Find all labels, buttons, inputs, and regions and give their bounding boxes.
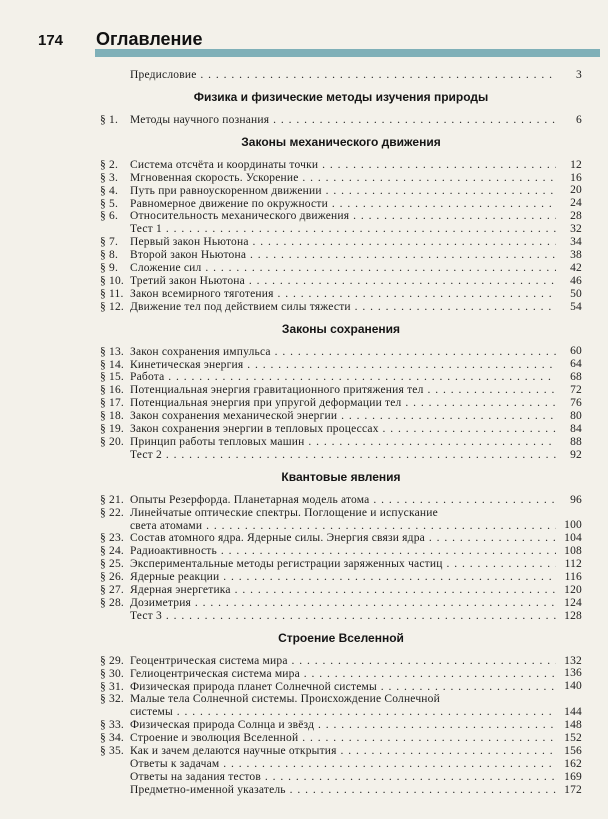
section-number: § 23. [100,532,124,545]
section-number: § 7. [100,236,119,249]
toc-entry[interactable] [100,275,584,288]
entry-title [130,584,556,597]
entry-title [130,681,556,694]
page-reference: 136 [556,667,582,680]
entry-title [130,436,556,449]
page-reference: 120 [556,584,582,597]
entry-title-line: Закон всемирного тяготения . . . [130,288,556,301]
page-reference: 12 [556,159,582,172]
entry-title-line: Работа . . . [130,371,556,384]
page-reference: 72 [556,384,582,397]
toc-entry[interactable] [100,449,584,462]
toc-entry[interactable] [100,410,584,423]
entry-title-line: Сложение сил . . . [130,262,556,275]
entry-title [130,249,556,262]
page-reference: 28 [556,210,582,223]
page-reference: 124 [556,597,582,610]
page-reference: 92 [556,449,582,462]
page-reference: 132 [556,655,582,668]
entry-title [130,346,556,359]
section-number: § 11. [100,287,124,300]
entry-title-line: Третий закон Ньютона . . . [130,275,556,288]
entry-title-line: Физическая природа Солнца и звёзд . . . [130,719,556,732]
entry-title [130,758,556,771]
page-reference: 24 [556,197,582,210]
toc-entry[interactable] [100,693,584,719]
entry-title-line: Экспериментальные методы регистрации заряженных частиц . . . [130,558,556,571]
section-number: § 18. [100,410,124,423]
entry-title [130,397,556,410]
toc-entry[interactable] [100,288,584,301]
page-reference: 148 [556,719,582,732]
entry-title-line: Гелиоцентрическая система мира . . . [130,668,556,681]
toc-entry[interactable] [100,198,584,211]
toc-entry[interactable] [100,249,584,262]
page-reference: 156 [556,745,582,758]
section-number: § 27. [100,584,124,596]
entry-title [130,449,556,462]
toc-entry[interactable] [100,359,584,372]
toc-entry[interactable] [100,423,584,436]
page-reference: 50 [556,288,582,301]
page-reference: 76 [556,397,582,410]
section-number: § 35. [100,745,124,757]
entry-title-line: Ответы к задачам . . . [130,758,556,771]
entry-title [130,384,556,397]
toc-entry[interactable] [100,507,584,533]
toc-entry[interactable] [100,758,584,771]
entry-title-line: Дозиметрия . . . [130,597,556,610]
section-number: § 6. [100,210,119,223]
toc-entry[interactable] [100,262,584,275]
toc-entry[interactable] [100,732,584,745]
entry-title-line: Равномерное движение по окружности . . . [130,198,556,211]
section-number: § 24. [100,545,124,558]
entry-title-line: Принцип работы тепловых машин . . . [130,436,556,449]
entry-title [130,185,556,198]
entry-title [130,262,556,275]
toc-entry[interactable] [100,69,584,82]
section-number: § 30. [100,667,124,680]
page-reference: 169 [556,771,582,784]
entry-title [130,507,556,533]
entry-title-line: Радиоактивность . . . [130,545,556,558]
entry-title-line: Потенциальная энергия гравитационного притяжения тел . . . [130,384,556,397]
toc-entry[interactable] [100,301,584,314]
page-reference: 152 [556,732,582,745]
toc-entry[interactable] [100,159,584,172]
section-number: § 25. [100,558,124,571]
entry-title-line: Кинетическая энергия . . . [130,359,556,372]
entry-title-line: Закон сохранения импульса . . . [130,346,556,359]
section-number: § 17. [100,397,124,410]
entry-title-line: Закон сохранения энергии в тепловых процессах . . . [130,423,556,436]
entry-title [130,172,556,185]
section-number: § 28. [100,596,124,609]
page-title: Оглавление [96,29,203,49]
section-number: § 4. [100,184,119,197]
page-number: 174 [38,32,64,49]
page-reference: 20 [556,184,582,197]
toc-entry[interactable] [100,771,584,784]
toc-entry[interactable] [100,397,584,410]
page-reference: 162 [556,758,582,771]
section-number: § 29. [100,654,124,667]
entry-title [130,545,556,558]
section-number: § 20. [100,435,124,448]
entry-title [130,114,556,127]
toc-entry[interactable] [100,719,584,732]
entry-title [130,771,556,784]
entry-title [130,732,556,745]
entry-title [130,693,556,719]
toc-entry[interactable] [100,384,584,397]
section-number: § 1. [100,113,119,126]
entry-title-line: Предисловие . . . [130,69,556,82]
entry-title [130,210,556,223]
entry-title-line: Движение тел под действием силы тяжести . . . [130,301,556,314]
section-number: § 9. [100,262,119,274]
entry-title-line: Малые тела Солнечной системы. Происхождение Солнечной [130,693,440,706]
entry-title [130,159,556,172]
entry-title [130,784,556,797]
page-reference: 3 [556,69,582,82]
entry-title-line: Тест 1 . . . [130,223,556,236]
entry-title-line: Мгновенная скорость. Ускорение . . . [130,172,556,185]
entry-title-line: Тест 2 . . . [130,449,556,462]
entry-title-line: Состав атомного ядра. Ядерные силы. Энергия связи ядра . . . [130,532,556,545]
page-reference: 60 [556,345,582,358]
entry-title [130,288,556,301]
entry-title [130,745,556,758]
toc-entry[interactable] [100,346,584,359]
section-title: Законы сохранения [281,321,401,336]
entry-title [130,655,556,668]
section-number: § 21. [100,493,124,506]
entry-title-line: Относительность механического движения . . . [130,210,556,223]
section-number: § 2. [100,158,119,171]
page-reference: 54 [556,301,582,314]
section-number: § 8. [100,249,119,262]
entry-title-line: Ядерные реакции . . . [130,571,556,584]
page-reference: 46 [556,275,582,288]
page-reference: 80 [556,410,582,423]
toc-entry[interactable] [100,114,584,127]
page-reference: 32 [556,223,582,236]
entry-title [130,668,556,681]
section-title: Физика и физические методы изучения природы [193,89,489,104]
toc-entry[interactable] [100,571,584,584]
page-reference: 38 [556,249,582,262]
entry-title-line: Потенциальная энергия при упругой деформации тел . . . [130,397,556,410]
section-number: § 22. [100,506,124,519]
entry-title [130,558,556,571]
section-number: § 33. [100,719,124,732]
toc-entry[interactable] [100,223,584,236]
toc-entry[interactable] [100,236,584,249]
entry-title [130,532,556,545]
page-reference: 84 [556,423,582,436]
toc-entry[interactable] [100,172,584,185]
entry-title-line: Закон сохранения механической энергии . . . [130,410,556,423]
section-number: § 13. [100,345,124,358]
entry-title-line: Система отсчёта и координаты точки . . . [130,159,556,172]
section-number: § 34. [100,732,124,745]
entry-title-line: Строение и эволюция Вселенной . . . [130,732,556,745]
toc-entry[interactable] [100,668,584,681]
page-reference: 104 [556,532,582,545]
toc-entry[interactable] [100,532,584,545]
toc-entry[interactable] [100,545,584,558]
entry-title-line: Геоцентрическая система мира . . . [130,655,556,668]
page-reference: 140 [556,680,582,693]
entry-title [130,69,556,82]
section-number: § 3. [100,171,119,184]
toc-entry[interactable] [100,210,584,223]
entry-title [130,610,556,623]
entry-title [130,571,556,584]
page-reference: 172 [556,784,582,797]
section-title: Законы механического движения [241,134,441,149]
entry-title-line: Второй закон Ньютона . . . [130,249,556,262]
entry-title-line: Тест 3 . . . [130,610,556,623]
entry-title [130,371,556,384]
section-number: § 26. [100,571,124,584]
entry-title-line: Опыты Резерфорда. Планетарная модель атома . . . [130,494,556,507]
toc-entry[interactable] [100,371,584,384]
entry-title [130,198,556,211]
toc-entry[interactable] [100,584,584,597]
entry-title [130,275,556,288]
page-reference: 6 [556,114,582,127]
entry-title [130,359,556,372]
page-reference: 100 [556,519,582,532]
section-number: § 14. [100,358,124,371]
page-reference: 108 [556,545,582,558]
entry-title-line: Первый закон Ньютона . . . [130,236,556,249]
toc-entry[interactable] [100,185,584,198]
entry-title-line: света атомами . . . [130,520,556,533]
page-reference: 88 [556,436,582,449]
entry-title [130,236,556,249]
section-number: § 16. [100,384,124,397]
page-reference: 64 [556,358,582,371]
toc-entry[interactable] [100,745,584,758]
toc-entry[interactable] [100,436,584,449]
page-reference: 112 [556,558,582,571]
section-title: Строение Вселенной [278,630,404,645]
page-reference: 42 [556,262,582,275]
entry-title-line: Путь при равноускоренном движении . . . [130,185,556,198]
section-number: § 31. [100,680,124,693]
page-reference: 96 [556,494,582,507]
entry-title-line: Физическая природа планет Солнечной системы . . . [130,681,556,694]
toc-entry[interactable] [100,784,584,797]
page-reference: 116 [556,571,582,584]
section-number: § 15. [100,371,124,384]
page-reference: 144 [556,706,582,719]
entry-title-line: Линейчатые оптические спектры. Поглощение и испускание [130,506,438,519]
section-number: § 32. [100,693,124,706]
section-number: § 10. [100,274,124,287]
entry-title [130,301,556,314]
entry-title-line: Ядерная энергетика . . . [130,584,556,597]
section-title: Квантовые явления [281,469,401,484]
page-reference: 34 [556,236,582,249]
toc-entry[interactable] [100,558,584,571]
section-number: § 12. [100,300,124,313]
page-reference: 128 [556,610,582,623]
section-number: § 5. [100,197,119,210]
section-number: § 19. [100,423,124,435]
toc-entry[interactable] [100,681,584,694]
toc-entry[interactable] [100,494,584,507]
entry-title-line: Как и зачем делаются научные открытия . . . [130,745,556,758]
entry-title [130,410,556,423]
entry-title [130,494,556,507]
page-reference: 68 [556,371,582,384]
entry-title-line: системы . . . [130,706,556,719]
entry-title-line: Ответы на задания тестов . . . [130,771,556,784]
entry-title [130,597,556,610]
entry-title-line: Методы научного познания . . . [130,114,556,127]
entry-title [130,223,556,236]
entry-title-line: Предметно-именной указатель . . . [130,784,556,797]
toc-entry[interactable] [100,610,584,623]
toc-entry[interactable] [100,597,584,610]
entry-title [130,719,556,732]
toc-entry[interactable] [100,655,584,668]
page-reference: 16 [556,172,582,185]
entry-title [130,423,556,436]
